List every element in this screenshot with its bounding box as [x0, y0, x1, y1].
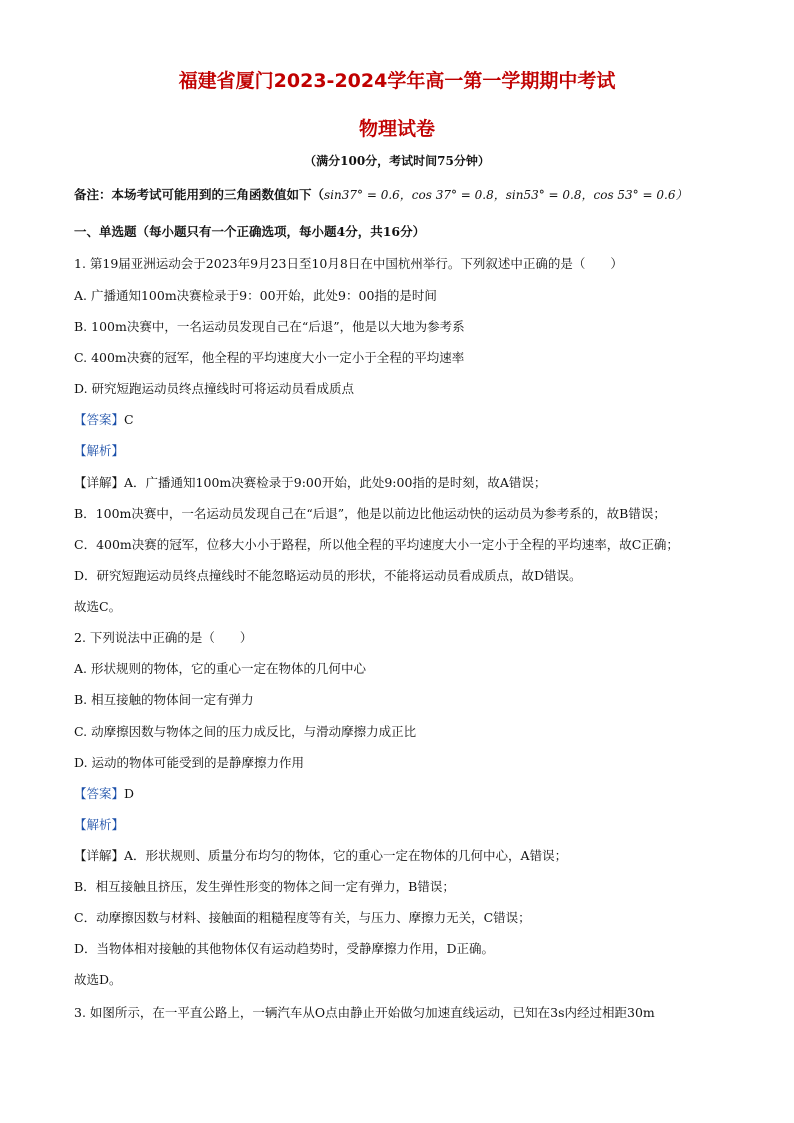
q1-option-d: D. 研究短跑运动员终点撞线时可将运动员看成质点 [74, 381, 355, 396]
q3-stem: 3. 如图所示，在一平直公路上，一辆汽车从O点由静止开始做匀加速直线运动，已知在3s内经过相距30m [74, 1005, 655, 1020]
page-subtitle: 物理试卷 [358, 118, 435, 140]
q1-option-a: A. 广播通知100m决赛检录于9：00开始，此处9：00指的是时间 [74, 288, 437, 303]
detail-tag: 【详解】 [74, 848, 125, 863]
q2-detail-c: C．动摩擦因数与材料、接触面的粗糙程度等有关，与压力、摩擦力无关，C错误； [74, 910, 531, 925]
detail-tag: 【详解】 [74, 475, 125, 490]
q2-option-a: A. 形状规则的物体，它的重心一定在物体的几何中心 [74, 661, 366, 676]
q1-answer [74, 410, 754, 430]
trig-note-values: sin37° = 0.6，cos 37° = 0.8，sin53° = 0.8，cos 53° = 0.6） [324, 188, 688, 202]
trig-note [74, 185, 754, 205]
q1-option-b: B. 100m决赛中，一名运动员发现自己在“后退”，他是以大地为参考系 [74, 319, 465, 334]
page-title: 福建省厦门2023-2024学年高一第一学期期中考试 [178, 70, 616, 92]
q1-option-c: C. 400m决赛的冠军，他全程的平均速度大小一定小于全程的平均速率 [74, 350, 465, 365]
q2-analysis-tag: 【解析】 [74, 817, 125, 832]
q2-detail-d: D．当物体相对接触的其他物体仅有运动趋势时，受静摩擦力作用，D正确。 [74, 941, 495, 956]
q2-answer [74, 784, 754, 804]
q1-analysis-tag: 【解析】 [74, 443, 125, 458]
q1-detail-b: B．100m决赛中，一名运动员发现自己在“后退”，他是以前边比他运动快的运动员为参考系的，故B错误； [74, 506, 666, 521]
q2-conclusion: 故选D。 [74, 972, 122, 987]
detail-text: A．广播通知100m决赛检录于9:00开始，此处9:00指的是时刻，故A错误； [124, 475, 547, 490]
answer-value: D [124, 786, 135, 801]
q2-detail-a [74, 846, 754, 866]
detail-text: A．形状规则、质量分布均匀的物体，它的重心一定在物体的几何中心，A错误； [124, 848, 568, 863]
q1-detail-a [74, 473, 754, 493]
q2-stem: 2. 下列说法中正确的是（ ） [74, 630, 253, 645]
q2-detail-b: B．相互接触且挤压，发生弹性形变的物体之间一定有弹力，B错误； [74, 879, 455, 894]
section-heading: 一、单选题（每小题只有一个正确选项，每小题4分，共16分） [74, 224, 426, 239]
exam-info: （满分100分，考试时间75分钟） [304, 154, 490, 168]
answer-value: C [124, 412, 134, 427]
q1-detail-c: C．400m决赛的冠军，位移大小小于路程，所以他全程的平均速度大小一定小于全程的平均速率，故C正确； [74, 537, 679, 552]
trig-note-label: 备注：本场考试可能用到的三角函数值如下（ [74, 187, 325, 202]
q2-option-c: C. 动摩擦因数与物体之间的压力成反比，与滑动摩擦力成正比 [74, 724, 417, 739]
q2-option-b: B. 相互接触的物体间一定有弹力 [74, 692, 254, 707]
q2-option-d: D. 运动的物体可能受到的是静摩擦力作用 [74, 755, 305, 770]
answer-tag: 【答案】 [74, 786, 125, 801]
q1-detail-d: D．研究短跑运动员终点撞线时不能忽略运动员的形状，不能将运动员看成质点，故D错误。 [74, 568, 582, 583]
q1-conclusion: 故选C。 [74, 599, 122, 614]
answer-tag: 【答案】 [74, 412, 125, 427]
q1-stem: 1. 第19届亚洲运动会于2023年9月23日至10月8日在中国杭州举行。下列叙述中正确的是（ ） [74, 256, 623, 271]
